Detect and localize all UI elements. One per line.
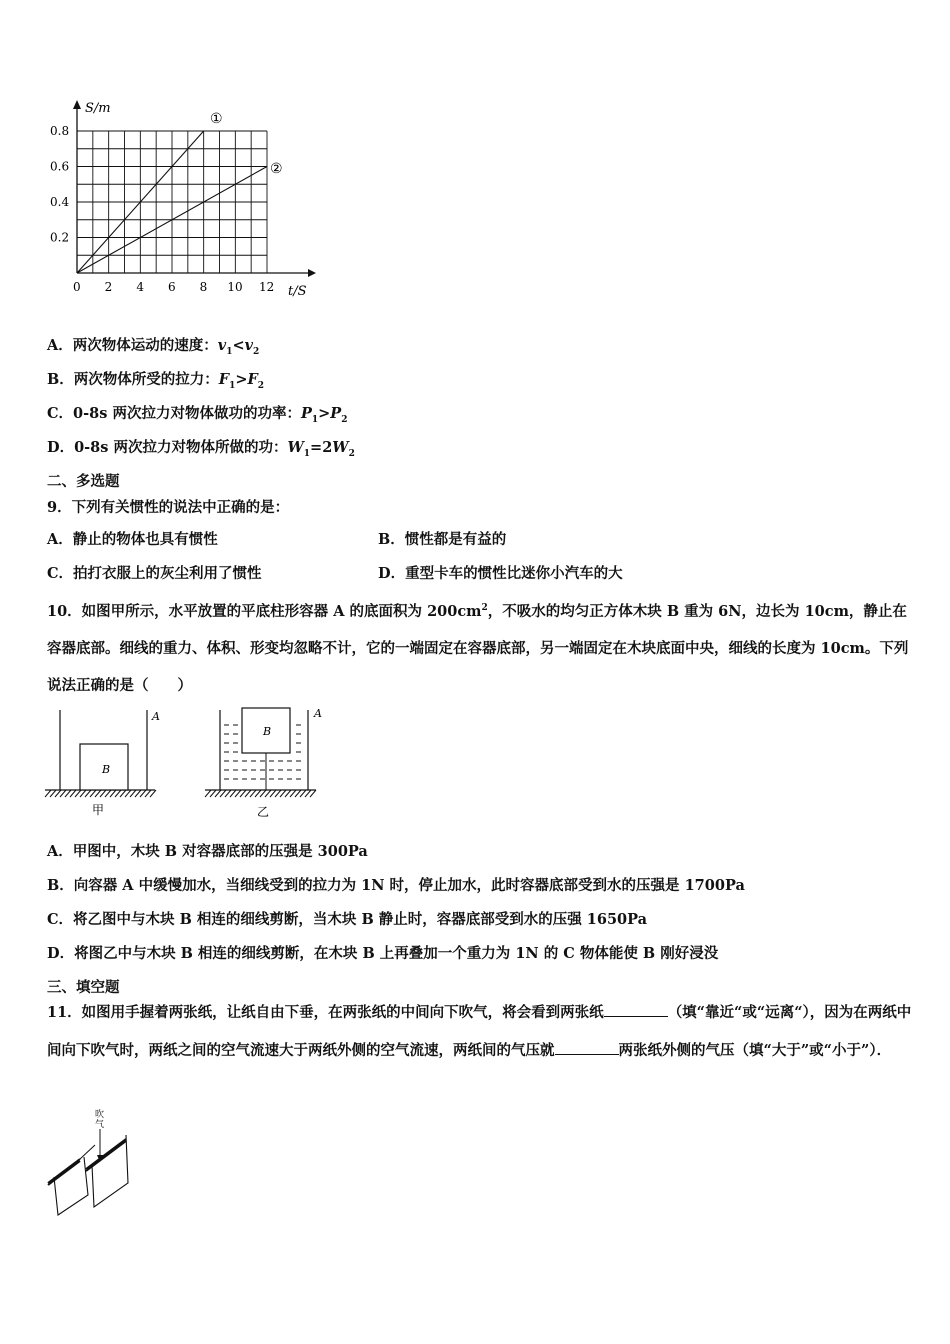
y-tick-label: 0.2 bbox=[50, 230, 70, 245]
q10-stem: 10．如图甲所示，水平放置的平底柱形容器 A 的底面积为 $200cm^2$，不吸水的均匀正方体木块 B 重为 6N，边长为 10cm，静止在容器底部。细线的重力、体积、形变均忽略不计，它的一端固定在容器底部，另一端固定在木块底面中央，细线的长度为 10cm。下列说法正确的是（ ） bbox=[47, 602, 909, 694]
hatch-mark bbox=[50, 790, 56, 797]
svg-text:A: A bbox=[314, 707, 322, 720]
q10-option-d: D．将图乙中与木块 B 相连的细线剪断，在木块 B 上再叠加一个重力为 1N 的 C 物体能使 B 刚好浸没 bbox=[47, 945, 719, 962]
svg-text:吹: 吹 bbox=[95, 1110, 105, 1120]
hatch-mark bbox=[110, 790, 116, 797]
y-tick-label: 0.4 bbox=[50, 195, 70, 209]
section3-title: 三、填空题 bbox=[47, 979, 120, 996]
hatch-mark bbox=[85, 790, 91, 797]
svg-text:B: B bbox=[263, 725, 272, 738]
hatch-mark bbox=[245, 790, 251, 797]
x-tick-label: 10 bbox=[227, 280, 243, 294]
y-tick-labels bbox=[50, 124, 69, 245]
svg-text:乙: 乙 bbox=[257, 805, 270, 819]
hatch-mark bbox=[120, 790, 126, 797]
svg-text:甲: 甲 bbox=[92, 803, 105, 817]
x-tick-label: 4 bbox=[136, 280, 144, 294]
hatch-mark bbox=[235, 790, 241, 797]
svg-text:气: 气 bbox=[95, 1120, 105, 1130]
q8-option-c: C．0-8s 两次拉力对物体做功的功率：$P_1>P_2$ bbox=[47, 405, 348, 425]
hatch-mark bbox=[100, 790, 106, 797]
x-tick-label: 8 bbox=[199, 280, 208, 294]
q11-stem: 11．如图用手握着两张纸，让纸自由下垂，在两张纸的中间向下吹气，将会看到两张纸 （填“靠近“或“远离“），因为在两纸中间向下吹气时，两纸之间的空气流速大于两纸外侧的空气流速，两纸间的气压就 两张纸外侧的气压（填“大于”或“小于”）． bbox=[47, 1004, 912, 1059]
y-axis-label: S/m bbox=[85, 101, 111, 116]
hatch-mark bbox=[45, 790, 51, 797]
hatch-mark bbox=[90, 790, 96, 797]
svg-text:B: B bbox=[102, 763, 111, 776]
y-tick-label: 0.6 bbox=[50, 159, 70, 174]
paper-right bbox=[92, 1135, 128, 1207]
hatch-mark bbox=[270, 790, 276, 797]
hatch-mark bbox=[70, 790, 76, 797]
y-tick-label: 0.8 bbox=[50, 124, 70, 138]
x-tick-label: 2 bbox=[104, 280, 113, 294]
hatch-mark bbox=[130, 790, 136, 797]
q10-option-b: B．向容器 A 中缓慢加水，当细线受到的拉力为 1N 时，停止加水，此时容器底部受到水的压强是 1700Pa bbox=[47, 877, 745, 894]
hatch-mark bbox=[115, 790, 121, 797]
hatch-mark bbox=[305, 790, 311, 797]
line1-label: ① bbox=[210, 111, 223, 127]
hatch-mark bbox=[215, 790, 221, 797]
q9-option-d: D．重型卡车的惯性比迷你小汽车的大 bbox=[378, 565, 623, 582]
hatch-mark bbox=[205, 790, 211, 797]
hatch-mark bbox=[65, 790, 71, 797]
hatch-mark bbox=[60, 790, 66, 797]
hatch-mark bbox=[295, 790, 301, 797]
hatch-mark bbox=[310, 790, 316, 797]
hatch-mark bbox=[150, 790, 156, 797]
q11-figure-paper bbox=[40, 1105, 150, 1225]
x-tick-labels bbox=[73, 280, 274, 294]
hatch-mark bbox=[285, 790, 291, 797]
q10-figure-yi bbox=[200, 700, 330, 825]
hatch-mark bbox=[225, 790, 231, 797]
hatch-mark bbox=[300, 790, 306, 797]
graph-grid bbox=[77, 131, 267, 273]
hatch-mark bbox=[240, 790, 246, 797]
hatch-mark bbox=[275, 790, 281, 797]
hatch-mark bbox=[210, 790, 216, 797]
hatch-mark bbox=[80, 790, 86, 797]
hatch-mark bbox=[140, 790, 146, 797]
hatch-mark bbox=[220, 790, 226, 797]
hatch-mark bbox=[55, 790, 61, 797]
q9-option-b: B．惯性都是有益的 bbox=[378, 531, 507, 548]
q9-option-c: C．拍打衣服上的灰尘利用了惯性 bbox=[47, 565, 262, 582]
x-axis-arrow bbox=[308, 269, 316, 277]
hatch-mark bbox=[260, 790, 266, 797]
x-axis-label: t/S bbox=[288, 284, 307, 299]
hatch-mark bbox=[105, 790, 111, 797]
hatch-mark bbox=[290, 790, 296, 797]
line2-label: ② bbox=[270, 161, 283, 177]
x-tick-label: 6 bbox=[168, 280, 176, 294]
hatch-mark bbox=[75, 790, 81, 797]
svg-text:A: A bbox=[152, 710, 160, 723]
q8-option-b: B．两次物体所受的拉力：$F_1>F_2$ bbox=[47, 371, 265, 391]
hatch-mark bbox=[255, 790, 261, 797]
q10-option-a: A．甲图中，木块 B 对容器底部的压强是 300Pa bbox=[47, 843, 368, 860]
q10-option-c: C．将乙图中与木块 B 相连的细线剪断，当木块 B 静止时，容器底部受到水的压强 1650Pa bbox=[47, 911, 648, 928]
s-t-graph bbox=[40, 95, 330, 305]
q9-stem: 9．下列有关惯性的说法中正确的是： bbox=[47, 499, 290, 516]
q10-figure-jia bbox=[40, 700, 165, 825]
hatch-mark bbox=[265, 790, 271, 797]
x-tick-label: 0 bbox=[73, 280, 81, 294]
hatch-mark bbox=[135, 790, 141, 797]
hatch-mark bbox=[230, 790, 236, 797]
q8-option-d: D．0-8s 两次拉力对物体所做的功：$W_1=2W_2$ bbox=[47, 439, 355, 459]
q11-blank-1 bbox=[604, 1002, 668, 1017]
hatch-mark bbox=[95, 790, 101, 797]
section2-title: 二、多选题 bbox=[47, 473, 120, 490]
x-tick-label: 12 bbox=[259, 280, 275, 294]
q8-option-a: A．两次物体运动的速度：$v_1<v_2$ bbox=[47, 337, 260, 357]
hatch-mark bbox=[250, 790, 256, 797]
hatch-mark bbox=[280, 790, 286, 797]
hatch-mark bbox=[145, 790, 151, 797]
hatch-mark bbox=[125, 790, 131, 797]
y-axis-arrow bbox=[73, 100, 81, 109]
q11-blank-2 bbox=[555, 1040, 619, 1055]
q9-option-a: A．静止的物体也具有惯性 bbox=[47, 531, 218, 548]
